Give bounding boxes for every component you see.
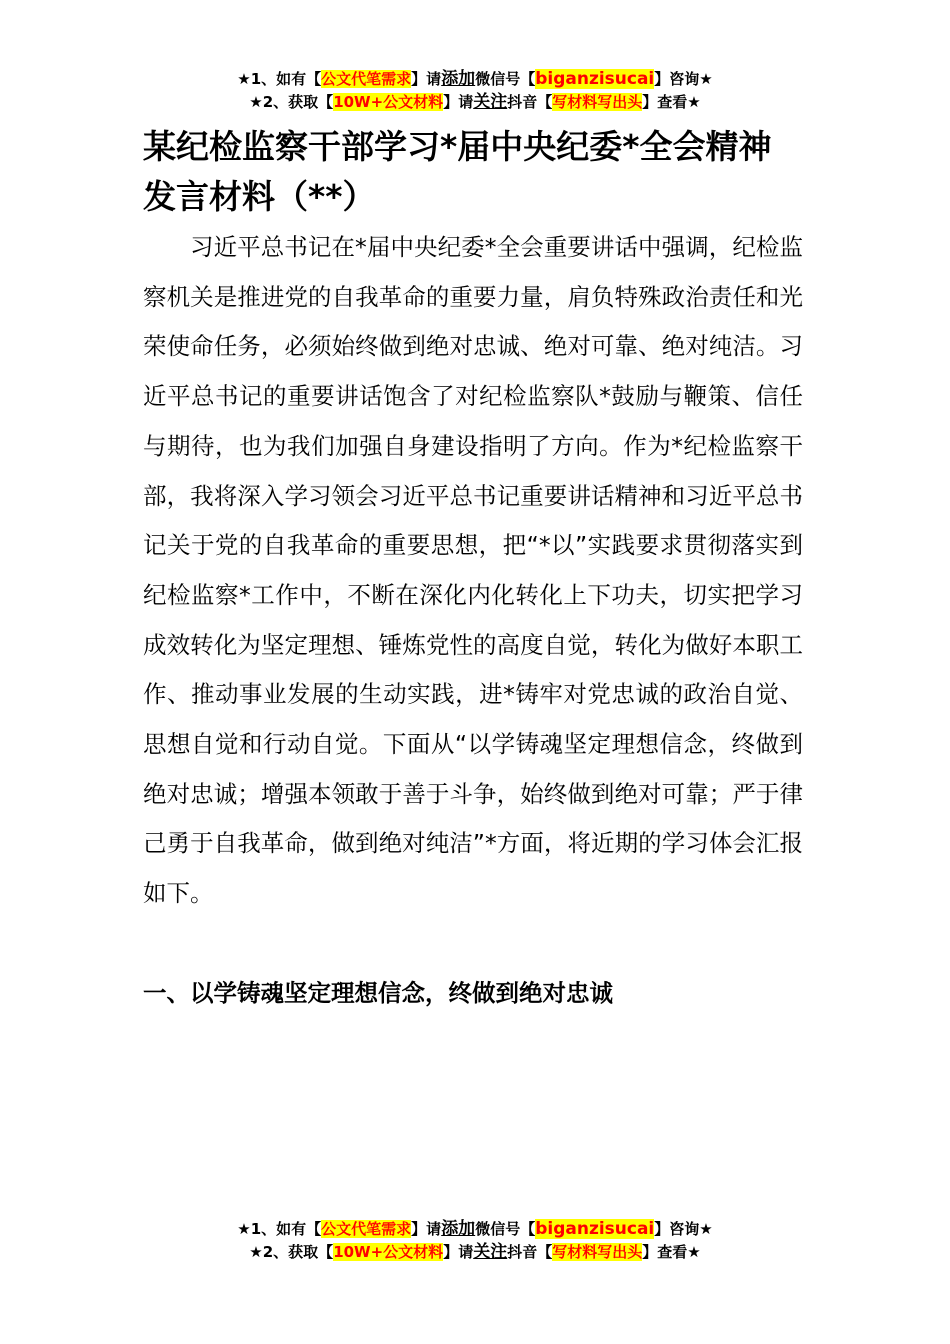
banner-text: ★1、如有【 — [237, 1220, 322, 1238]
underlined-text: 关注 — [473, 92, 508, 112]
highlight-douyin: 写材料写出头 — [552, 1243, 643, 1261]
banner-text: 微信号【 — [475, 70, 536, 88]
banner-text: 】请 — [443, 93, 474, 111]
banner-line-2 — [0, 91, 950, 114]
highlight-materials: 10W+公文材料 — [333, 93, 444, 111]
underlined-text: 添加 — [441, 1219, 476, 1239]
header-banner — [0, 68, 950, 114]
underlined-text: 添加 — [441, 69, 476, 89]
banner-text: 抖音【 — [507, 1243, 553, 1261]
banner-text: 】请 — [411, 70, 442, 88]
banner-line-1 — [0, 1218, 950, 1241]
banner-text: 微信号【 — [475, 1220, 536, 1238]
highlight-wechat-id: biganzisucai — [535, 69, 655, 89]
highlight-service: 公文代笔需求 — [321, 70, 412, 88]
highlight-douyin: 写材料写出头 — [552, 93, 643, 111]
highlight-service: 公文代笔需求 — [321, 1220, 412, 1238]
banner-text: 】请 — [411, 1220, 442, 1238]
document-title: 某纪检监察干部学习*届中央纪委*全会精神发言材料（**） — [143, 127, 772, 216]
banner-text: ★2、获取【 — [249, 1243, 334, 1261]
section-heading: 一、以学铸魂坚定理想信念，终做到绝对忠诚 — [143, 979, 613, 1007]
underlined-text: 关注 — [473, 1242, 508, 1262]
footer-banner — [0, 1218, 950, 1264]
banner-text: 】查看★ — [642, 93, 701, 111]
banner-text: ★2、获取【 — [249, 93, 334, 111]
body-paragraph: 习近平总书记在*届中央纪委*全会重要讲话中强调，纪检监察机关是推进党的自我革命的重要力量，肩负特殊政治责任和光荣使命任务，必须始终做到绝对忠诚、绝对可靠、绝对纯洁。习近平总书记的重要讲话饱含了对纪检监察队*鼓励与鞭策、信任与期待，也为我们加强自身建设指明了方向。作为*纪检监察干部，我将深入学习领会习近平总书记重要讲话精神和习近平总书记关于党的自我革命的重要思想，把“*以”实践要求贯彻落实到纪检监察*工作中，不断在深化内化转化上下功夫，切实把学习成效转化为坚定理想、锤炼党性的高度自觉，转化为做好本职工作、推动事业发展的生动实践，进*铸牢对党忠诚的政治自觉、思想自觉和行动自觉。下面从“以学铸魂坚定理想信念，终做到绝对忠诚；增强本领敢于善于斗争，始终做到绝对可靠；严于律己勇于自我革命，做到绝对纯洁”*方面，将近期的学习体会汇报如下。 — [143, 233, 803, 908]
banner-text: 】请 — [443, 1243, 474, 1261]
banner-text: 】咨询★ — [654, 70, 713, 88]
highlight-wechat-id: biganzisucai — [535, 1219, 655, 1239]
banner-text: 抖音【 — [507, 93, 553, 111]
banner-line-2 — [0, 1241, 950, 1264]
banner-text: 】咨询★ — [654, 1220, 713, 1238]
banner-text: 】查看★ — [642, 1243, 701, 1261]
highlight-materials: 10W+公文材料 — [333, 1243, 444, 1261]
banner-line-1 — [0, 68, 950, 91]
banner-text: ★1、如有【 — [237, 70, 322, 88]
